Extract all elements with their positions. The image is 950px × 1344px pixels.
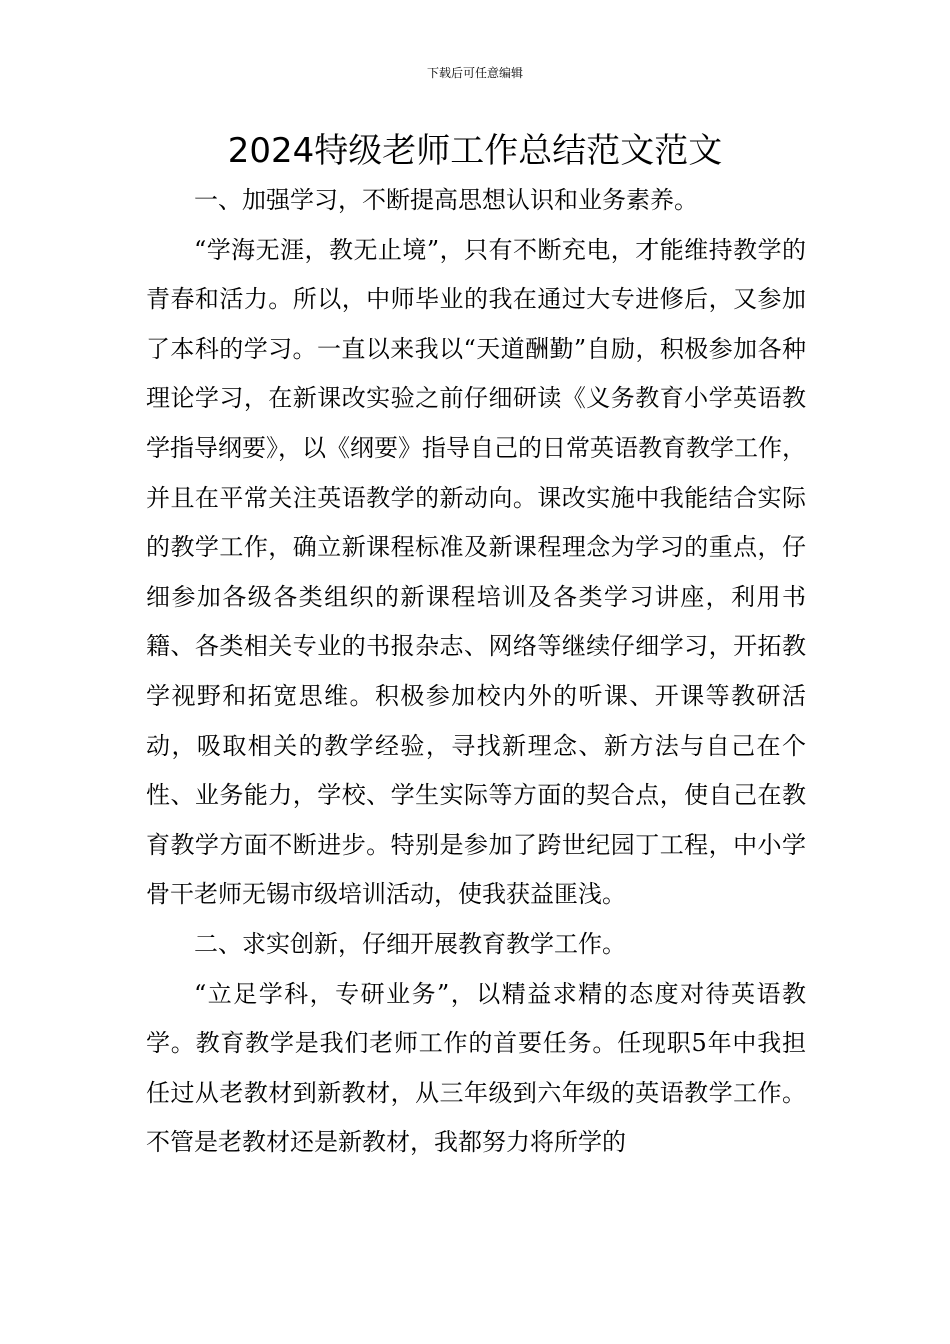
paragraph-body-2: “立足学科，专研业务”，以精益求精的态度对待英语教学。教育教学是我们老师工作的首要任务。任现职5年中我担任过从老教材到新教材，从三年级到六年级的英语教学工作。不管是老教材还是新教材，我都努力将所学的 xyxy=(146,979,806,1157)
paragraph-heading-1: 一、加强学习，不断提高思想认识和业务素养。 xyxy=(194,186,698,214)
document-body xyxy=(146,176,806,1168)
paragraph-body-1: “学海无涯，教无止境”，只有不断充电，才能维持教学的青春和活力。所以，中师毕业的我在通过大专进修后，又参加了本科的学习。一直以来我以“天道酬勤”自励，积极参加各种理论学习，在新课改实验之前仔细研读《义务教育小学英语教学指导纲要》，以《纲要》指导自己的日常英语教育教学工作，并且在平常关注英语教学的新动向。课改实施中我能结合实际的教学工作，确立新课程标准及新课程理念为学习的重点，仔细参加各级各类组织的新课程培训及各类学习讲座，利用书籍、各类相关专业的书报杂志、网络等继续仔细学习，开拓教学视野和拓宽思维。积极参加校内外的听课、开课等教研活动，吸取相关的教学经验，寻找新理念、新方法与自己在个性、业务能力，学校、学生实际等方面的契合点，使自己在教育教学方面不断进步。特别是参加了跨世纪园丁工程，中小学骨干老师无锡市级培训活动，使我获益匪浅。 xyxy=(146,235,806,909)
paragraph-heading-2: 二、求实创新，仔细开展教育教学工作。 xyxy=(194,929,626,958)
document-title: 2024特级老师工作总结范文范文 xyxy=(227,131,723,171)
page-header-note: 下载后可任意编辑 xyxy=(426,66,523,80)
